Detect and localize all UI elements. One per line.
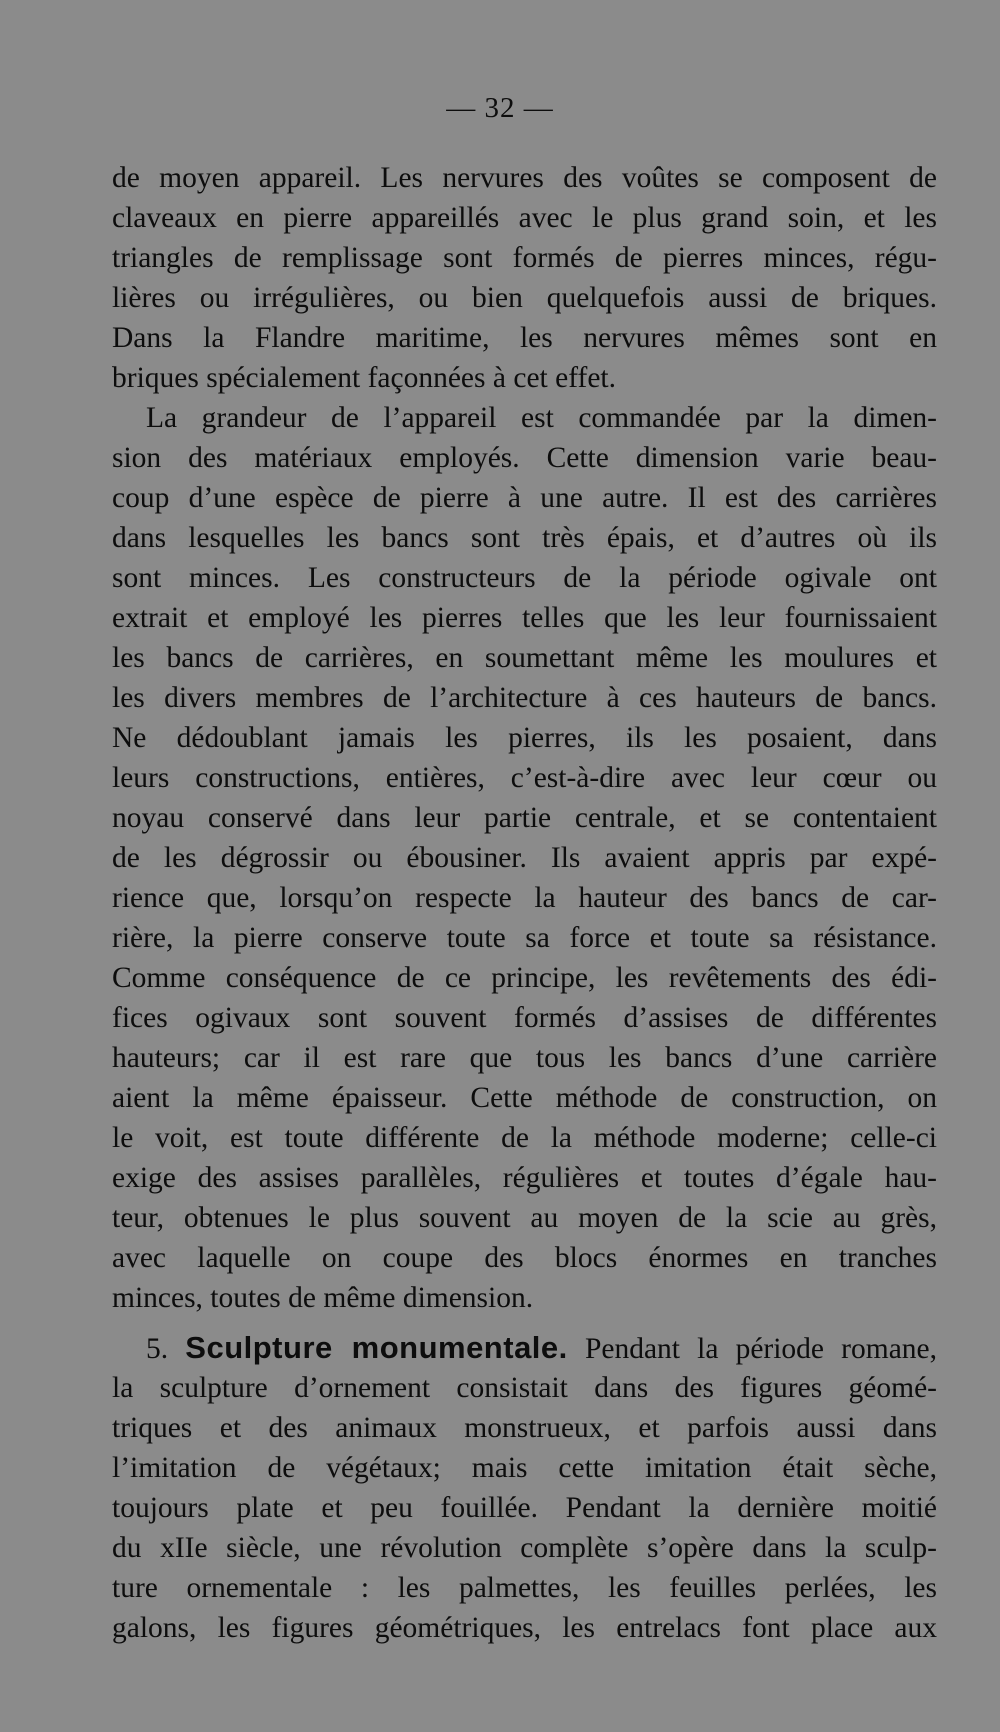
- text-line: dans lesquelles les bancs sont très épais, et d’autres où ils: [112, 522, 937, 554]
- text-line: rience que, lorsqu’on respecte la hauteur des bancs de car-: [112, 882, 937, 914]
- text-line: claveaux en pierre appareillés avec le plus grand soin, et les: [112, 202, 937, 234]
- text-line: toujours plate et peu fouillée. Pendant la dernière moitié: [112, 1492, 937, 1524]
- text-line: de moyen appareil. Les nervures des voûtes se composent de: [112, 162, 937, 194]
- page-number: — 32 —: [446, 92, 554, 124]
- section-heading-line: [112, 1328, 937, 1368]
- text-line: le voit, est toute différente de la méthode moderne; celle-ci: [112, 1122, 937, 1154]
- text-line: aient la même épaisseur. Cette méthode de construction, on: [112, 1082, 937, 1114]
- text-line: lières ou irrégulières, ou bien quelquefois aussi de briques.: [112, 282, 937, 314]
- text-line: sont minces. Les constructeurs de la période ogivale ont: [112, 562, 937, 594]
- text-line: coup d’une espèce de pierre à une autre. Il est des carrières: [112, 482, 937, 514]
- paragraph-2: [112, 398, 937, 1318]
- paragraph-1: [112, 158, 937, 398]
- text-line: La grandeur de l’appareil est commandée par la dimen-: [146, 402, 937, 434]
- text-line: briques spécialement façonnées à cet effet.: [112, 362, 616, 394]
- text-line: galons, les figures géométriques, les entrelacs font place aux: [112, 1612, 937, 1644]
- text-line: exige des assises parallèles, régulières et toutes d’égale hau-: [112, 1162, 937, 1194]
- text-line: extrait et employé les pierres telles que les leur fournissaient: [112, 602, 937, 634]
- text-line: noyau conservé dans leur partie centrale, et se contentaient: [112, 802, 937, 834]
- text-line: Dans la Flandre maritime, les nervures mêmes sont en: [112, 322, 937, 354]
- text-line: triques et des animaux monstrueux, et parfois aussi dans: [112, 1412, 937, 1444]
- section-5: [112, 1328, 937, 1648]
- text-line: fices ogivaux sont souvent formés d’assises de différentes: [112, 1002, 937, 1034]
- text-line: Ne dédoublant jamais les pierres, ils les posaient, dans: [112, 722, 937, 754]
- text-line: avec laquelle on coupe des blocs énormes en tranches: [112, 1242, 937, 1274]
- text-line: les divers membres de l’architecture à ces hauteurs de bancs.: [112, 682, 937, 714]
- text-line: rière, la pierre conserve toute sa force et toute sa résistance.: [112, 922, 937, 954]
- text-fragment: Pendant la période romane,: [584, 1333, 938, 1365]
- text-line: sion des matériaux employés. Cette dimension varie beau-: [112, 442, 937, 474]
- text-line: triangles de remplissage sont formés de pierres minces, régu-: [112, 242, 937, 274]
- text-line: Comme conséquence de ce principe, les revêtements des édi-: [112, 962, 937, 994]
- text-line: leurs constructions, entières, c’est-à-dire avec leur cœur ou: [112, 762, 937, 794]
- text-line: ture ornementale : les palmettes, les feuilles perlées, les: [112, 1572, 937, 1604]
- text-line: teur, obtenues le plus souvent au moyen de la scie au grès,: [112, 1202, 937, 1234]
- section-title: Sculpture monumentale.: [185, 1330, 568, 1365]
- text-line: hauteurs; car il est rare que tous les bancs d’une carrière: [112, 1042, 937, 1074]
- text-line: l’imitation de végétaux; mais cette imitation était sèche,: [112, 1452, 937, 1484]
- text-line: les bancs de carrières, en soumettant même les moulures et: [112, 642, 937, 674]
- text-line: la sculpture d’ornement consistait dans des figures géomé-: [112, 1372, 937, 1404]
- text-line: minces, toutes de même dimension.: [112, 1282, 534, 1314]
- text-line: du xIIe siècle, une révolution complète s’opère dans la sculp-: [112, 1532, 937, 1564]
- section-number: 5.: [146, 1333, 169, 1365]
- text-line: de les dégrossir ou ébousiner. Ils avaient appris par expé-: [112, 842, 937, 874]
